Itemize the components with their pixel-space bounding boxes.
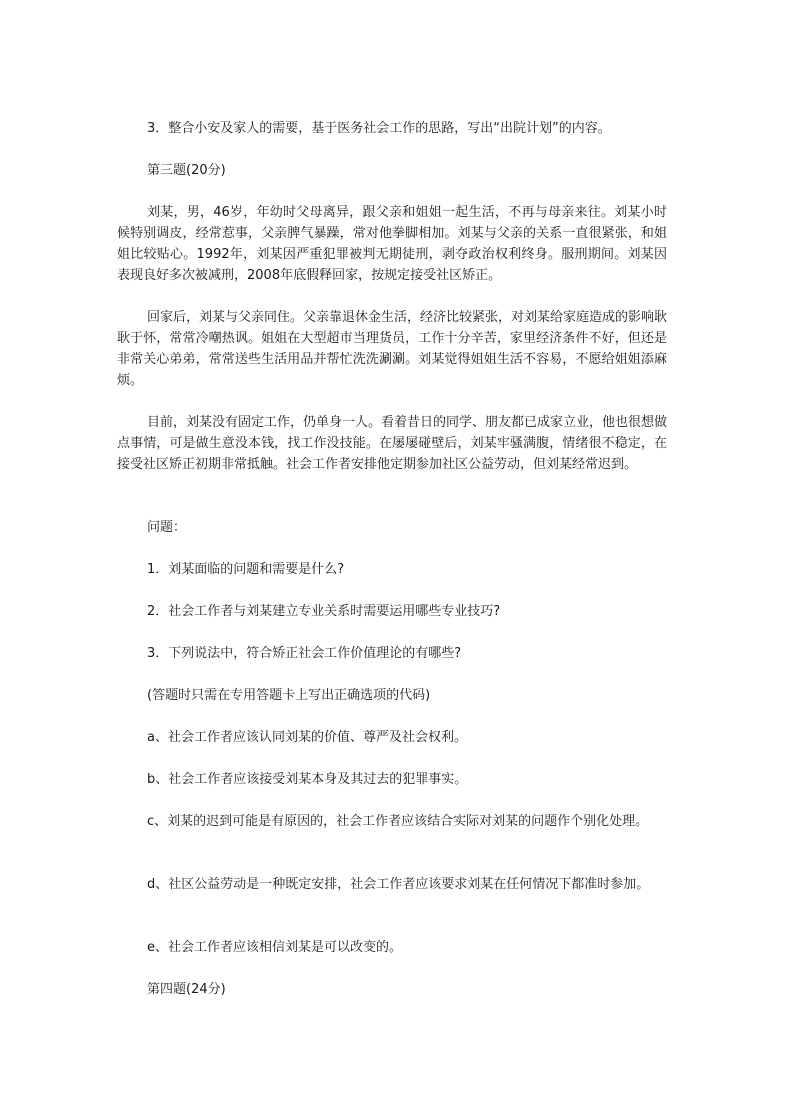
- option-e: e、社会工作者应该相信刘某是可以改变的。: [147, 940, 402, 955]
- question-3-outline: 3．整合小安及家人的需要，基于医务社会工作的思路，写出“出院计划”的内容。: [147, 121, 611, 136]
- family-situation-paragraph: 回家后，刘某与父亲同住。父亲靠退休金生活，经济比较紧张，对刘某给家庭造成的影响耿耿于怀，常常冷嘲热讽。姐姐在大型超市当理货员，工作十分辛苦，家里经济条件不好，但还是非常关心弟弟，常常送些生活用品并帮忙洗洗涮涮。刘某觉得姐姐生活不容易，不愿给姐姐添麻烦。: [117, 310, 668, 388]
- option-d: d、社区公益劳动是一种既定安排，社会工作者应该要求刘某在任何情况下都准时参加。: [147, 877, 650, 892]
- question-3: 3．下列说法中，符合矫正社会工作价值理论的有哪些?: [147, 646, 462, 661]
- option-c: c、刘某的迟到可能是有原因的，社会工作者应该结合实际对刘某的问题作个别化处理。: [147, 814, 649, 829]
- question-1: 1．刘某面临的问题和需要是什么?: [147, 562, 345, 577]
- question-2: 2．社会工作者与刘某建立专业关系时需要运用哪些专业技巧?: [147, 604, 501, 619]
- option-a: a、社会工作者应该认同刘某的价值、尊严及社会权利。: [147, 730, 467, 745]
- answer-instruction: (答题时只需在专用答题卡上写出正确选项的代码): [147, 688, 431, 703]
- section-four-heading: 第四题(24分): [147, 982, 226, 997]
- questions-label: 问题：: [147, 520, 187, 535]
- section-three-heading: 第三题(20分): [147, 163, 226, 178]
- case-background-paragraph: 刘某，男，46岁，年幼时父母离异，跟父亲和姐姐一起生活，不再与母亲来往。刘某小时候特别调皮，经常惹事，父亲脾气暴躁，常对他拳脚相加。刘某与父亲的关系一直很紧张，和姐姐比较贴心。1992年，刘某因严重犯罪被判无期徒刑，剥夺政治权利终身。服刑期间。刘某因表现良好多次被减刑，2008年底假释回家，按规定接受社区矫正。: [117, 205, 667, 283]
- current-situation-paragraph: 目前，刘某没有固定工作，仍单身一人。看着昔日的同学、朋友都已成家立业，他也很想做点事情，可是做生意没本钱，找工作没技能。在屡屡碰壁后，刘某牢骚满腹，情绪很不稳定，在接受社区矫正初期非常抵触。社会工作者安排他定期参加社区公益劳动，但刘某经常迟到。: [117, 415, 668, 472]
- option-b: b、社会工作者应该接受刘某本身及其过去的犯罪事实。: [147, 772, 468, 787]
